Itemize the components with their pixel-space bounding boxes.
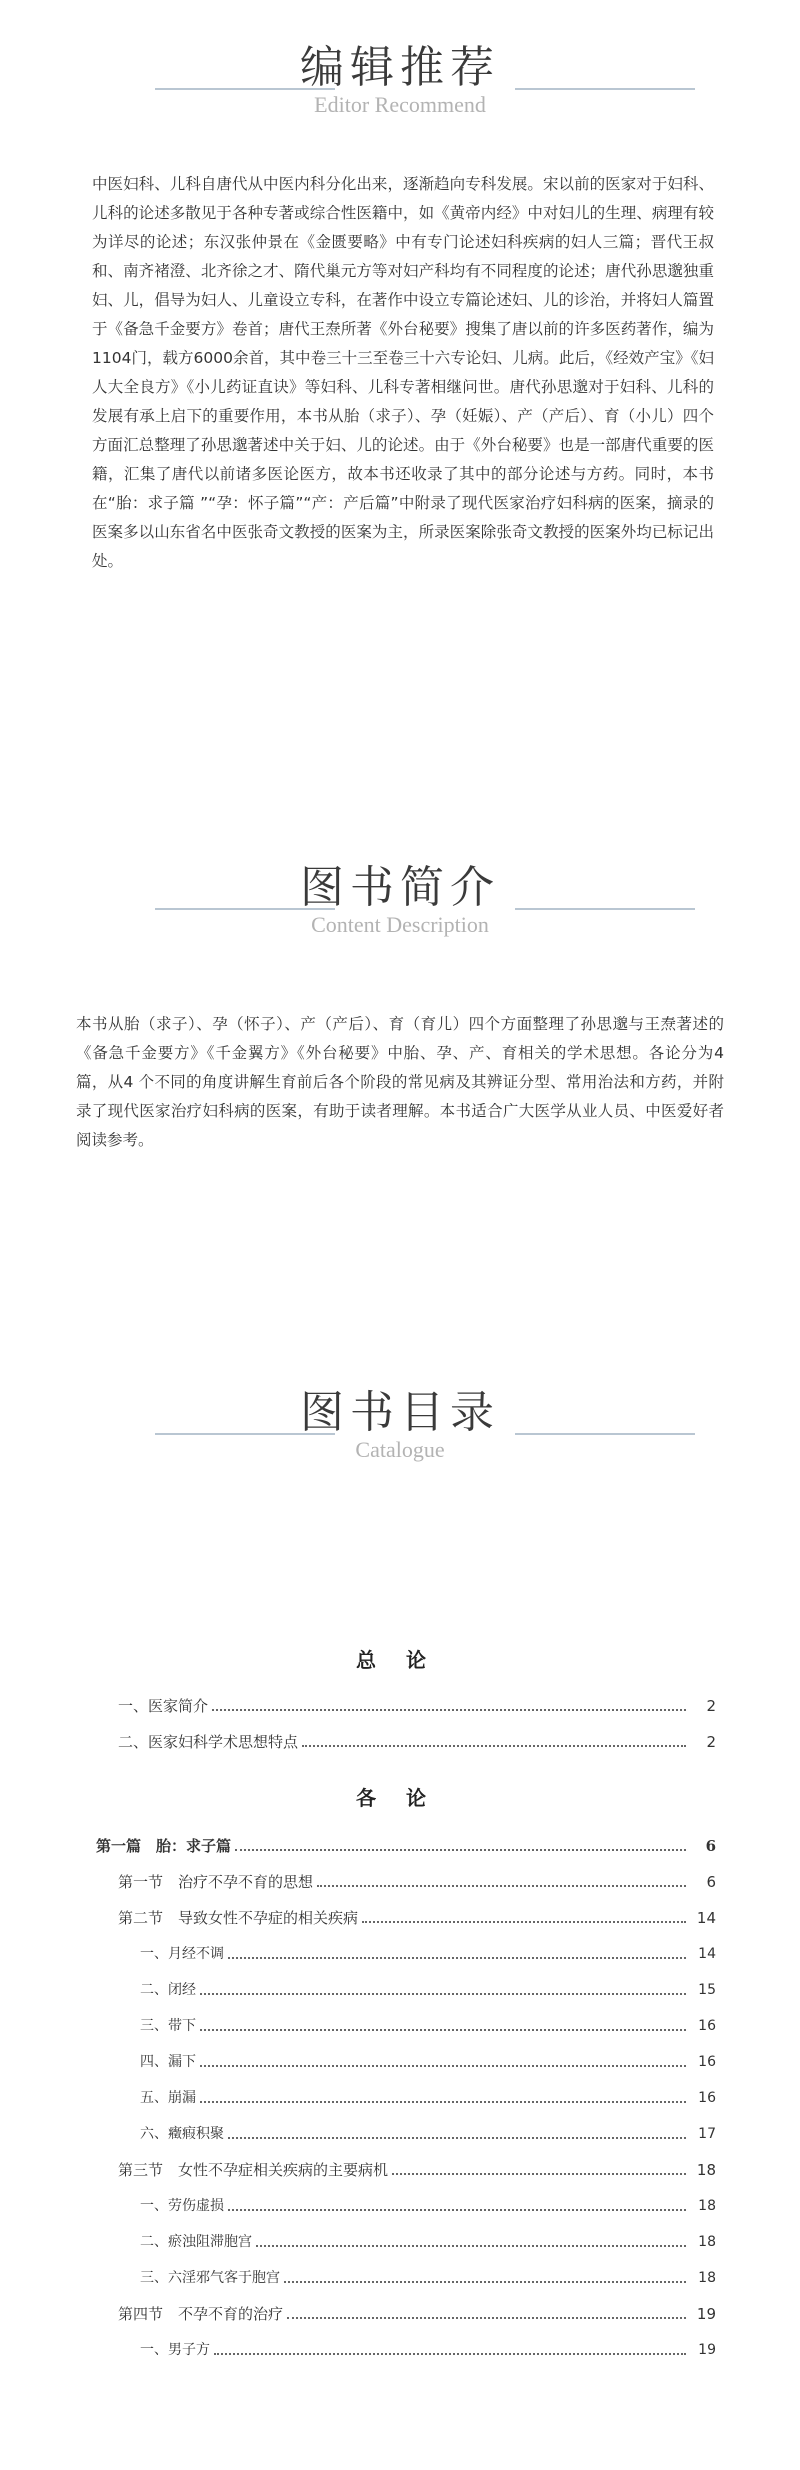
toc-entry[interactable] [96, 2008, 716, 2044]
editor-recommend-paragraph: 中医妇科、儿科自唐代从中医内科分化出来，逐渐趋向专科发展。宋以前的医家对于妇科、儿科的论述多散见于各种专著或综合性医籍中，如《黄帝内经》中对妇儿的生理、病理有较为详尽的论述；东汉张仲景在《金匮要略》中有专门论述妇科疾病的妇人三篇；晋代王叔和、南齐褚澄、北齐徐之才、隋代巢元方等对妇产科均有不同程度的论述；唐代孙思邈独重妇、儿，倡导为妇人、儿童设立专科，在著作中设立专篇论述妇、儿的诊治，并将妇人篇置于《备急千金要方》卷首；唐代王焘所著《外台秘要》搜集了唐以前的许多医药著作，编为1104门，载方6000余首，其中卷三十三至卷三十六专论妇、儿病。此后，《经效产宝》《妇人大全良方》《小儿药证直诀》等妇科、儿科专著相继问世。唐代孙思邈对于妇科、儿科的发展有承上启下的重要作用，本书从胎（求子）、孕（妊娠）、产（产后）、育（小儿）四个方面汇总整理了孙思邈著述中关于妇、儿的论述。由于《外台秘要》也是一部唐代重要的医籍，汇集了唐代以前诸多医论医方，故本书还收录了其中的部分论述与方药。同时，本书在“胎：求子篇 ”“孕：怀子篇”“产：产后篇”中附录了现代医家治疗妇科病的医案，摘录的医案多以山东省名中医张奇文教授的医案为主，所录医案除张奇文教授的医案外均已标记出处。 [92, 175, 714, 570]
toc-dot-leader [212, 1688, 686, 1711]
toc-entry[interactable] [96, 2080, 716, 2116]
toc-entry-label: 一、男子方 [140, 2342, 210, 2358]
section-title: 编辑推荐 [300, 42, 500, 93]
toc-specific-heading: 各论 [356, 1786, 456, 1810]
toc-dot-leader [287, 2296, 686, 2319]
toc-dot-leader [302, 1724, 686, 1747]
toc-entry[interactable] [96, 1972, 716, 2008]
table-of-contents [96, 1640, 716, 2368]
toc-entry[interactable] [96, 2116, 716, 2152]
toc-dot-leader [200, 2044, 686, 2067]
catalogue-header [0, 1385, 800, 1485]
toc-entry-page: 18 [698, 2198, 716, 2214]
toc-entry-page: 2 [706, 1697, 716, 1715]
toc-entry-page: 6 [705, 1837, 716, 1855]
toc-entry-page: 16 [698, 2054, 716, 2070]
toc-entry[interactable] [96, 1864, 716, 1900]
toc-entry-page: 6 [706, 1873, 716, 1891]
toc-entry[interactable] [96, 2224, 716, 2260]
toc-entry-page: 18 [698, 2234, 716, 2250]
toc-dot-leader [235, 1828, 686, 1851]
toc-entry-label: 二、医家妇科学术思想特点 [118, 1733, 299, 1751]
toc-dot-leader [200, 1972, 686, 1995]
toc-entry[interactable] [96, 1688, 716, 1724]
section-subtitle: Content Description [311, 912, 489, 937]
toc-entry-page: 14 [696, 1909, 716, 1927]
section-title: 图书简介 [300, 862, 500, 913]
toc-entry[interactable] [96, 1724, 716, 1760]
toc-entry-label: 二、闭经 [140, 1982, 196, 1998]
toc-entry[interactable] [96, 1828, 716, 1864]
section-subtitle: Editor Recommend [314, 92, 486, 117]
toc-entry-page: 14 [698, 1946, 716, 1962]
toc-entry-label: 第二节 导致女性不孕症的相关疾病 [118, 1909, 359, 1927]
toc-entry[interactable] [96, 2260, 716, 2296]
toc-dot-leader [228, 1936, 686, 1959]
toc-dot-leader [317, 1864, 686, 1887]
toc-entry-label: 三、六淫邪气客于胞宫 [140, 2270, 280, 2286]
toc-dot-leader [200, 2008, 686, 2031]
content-description-paragraph: 本书从胎（求子）、孕（怀子）、产（产后）、育（育儿）四个方面整理了孙思邈与王焘著述的《备急千金要方》《千金翼方》《外台秘要》中胎、孕、产、育相关的学术思想。各论分为4 篇，从4 个不同的角度讲解生育前后各个阶段的常见病及其辨证分型、常用治法和方药，并附录了现代医家治疗妇科病的医案，有助于读者理解。本书适合广大医学从业人员、中医爱好者阅读参考。 [76, 1015, 724, 1149]
toc-dot-leader [214, 2332, 686, 2355]
toc-dot-leader [200, 2080, 686, 2103]
toc-entry[interactable] [96, 2044, 716, 2080]
toc-entry-page: 2 [706, 1733, 716, 1751]
section-subtitle: Catalogue [355, 1437, 445, 1462]
toc-dot-leader [284, 2260, 686, 2283]
toc-entry-label: 四、漏下 [140, 2054, 196, 2070]
toc-entry[interactable] [96, 2188, 716, 2224]
toc-entry-page: 18 [698, 2270, 716, 2286]
toc-entry[interactable] [96, 1936, 716, 1972]
toc-entry[interactable] [96, 2296, 716, 2332]
toc-entry-label: 一、劳伤虚损 [140, 2198, 224, 2214]
toc-entry-label: 第四节 不孕不育的治疗 [118, 2305, 284, 2323]
toc-entry-page: 16 [698, 2018, 716, 2034]
editor-recommend-header [0, 40, 800, 140]
toc-entry-page: 16 [698, 2090, 716, 2106]
toc-entry[interactable] [96, 2152, 716, 2188]
toc-entry-label: 三、带下 [140, 2018, 196, 2034]
toc-entry-label: 第一节 治疗不孕不育的思想 [118, 1873, 314, 1891]
toc-entry-page: 19 [698, 2342, 716, 2358]
toc-general-heading: 总论 [356, 1648, 456, 1672]
toc-entry-label: 一、医家简介 [118, 1697, 209, 1715]
section-title: 图书目录 [300, 1387, 500, 1438]
toc-dot-leader [228, 2116, 686, 2139]
toc-entry-label: 五、崩漏 [140, 2090, 196, 2106]
toc-dot-leader [362, 1900, 686, 1923]
toc-entry-label: 一、月经不调 [140, 1946, 224, 1962]
toc-dot-leader [228, 2188, 686, 2211]
toc-entry-label: 二、瘀浊阻滞胞宫 [140, 2234, 252, 2250]
toc-entry-label: 六、癥瘕积聚 [140, 2126, 224, 2142]
toc-entry-page: 17 [698, 2126, 716, 2142]
toc-specific-list [96, 1828, 716, 2368]
toc-entry[interactable] [96, 2332, 716, 2368]
toc-entry-page: 18 [696, 2161, 716, 2179]
toc-entry[interactable] [96, 1900, 716, 1936]
toc-general-list [96, 1688, 716, 1760]
toc-entry-label: 第一篇 胎：求子篇 [96, 1837, 232, 1855]
toc-entry-page: 15 [698, 1982, 716, 1998]
toc-dot-leader [392, 2152, 686, 2175]
toc-dot-leader [256, 2224, 686, 2247]
content-description-header [0, 860, 800, 960]
toc-entry-label: 第三节 女性不孕症相关疾病的主要病机 [118, 2161, 389, 2179]
toc-entry-page: 19 [696, 2305, 716, 2323]
